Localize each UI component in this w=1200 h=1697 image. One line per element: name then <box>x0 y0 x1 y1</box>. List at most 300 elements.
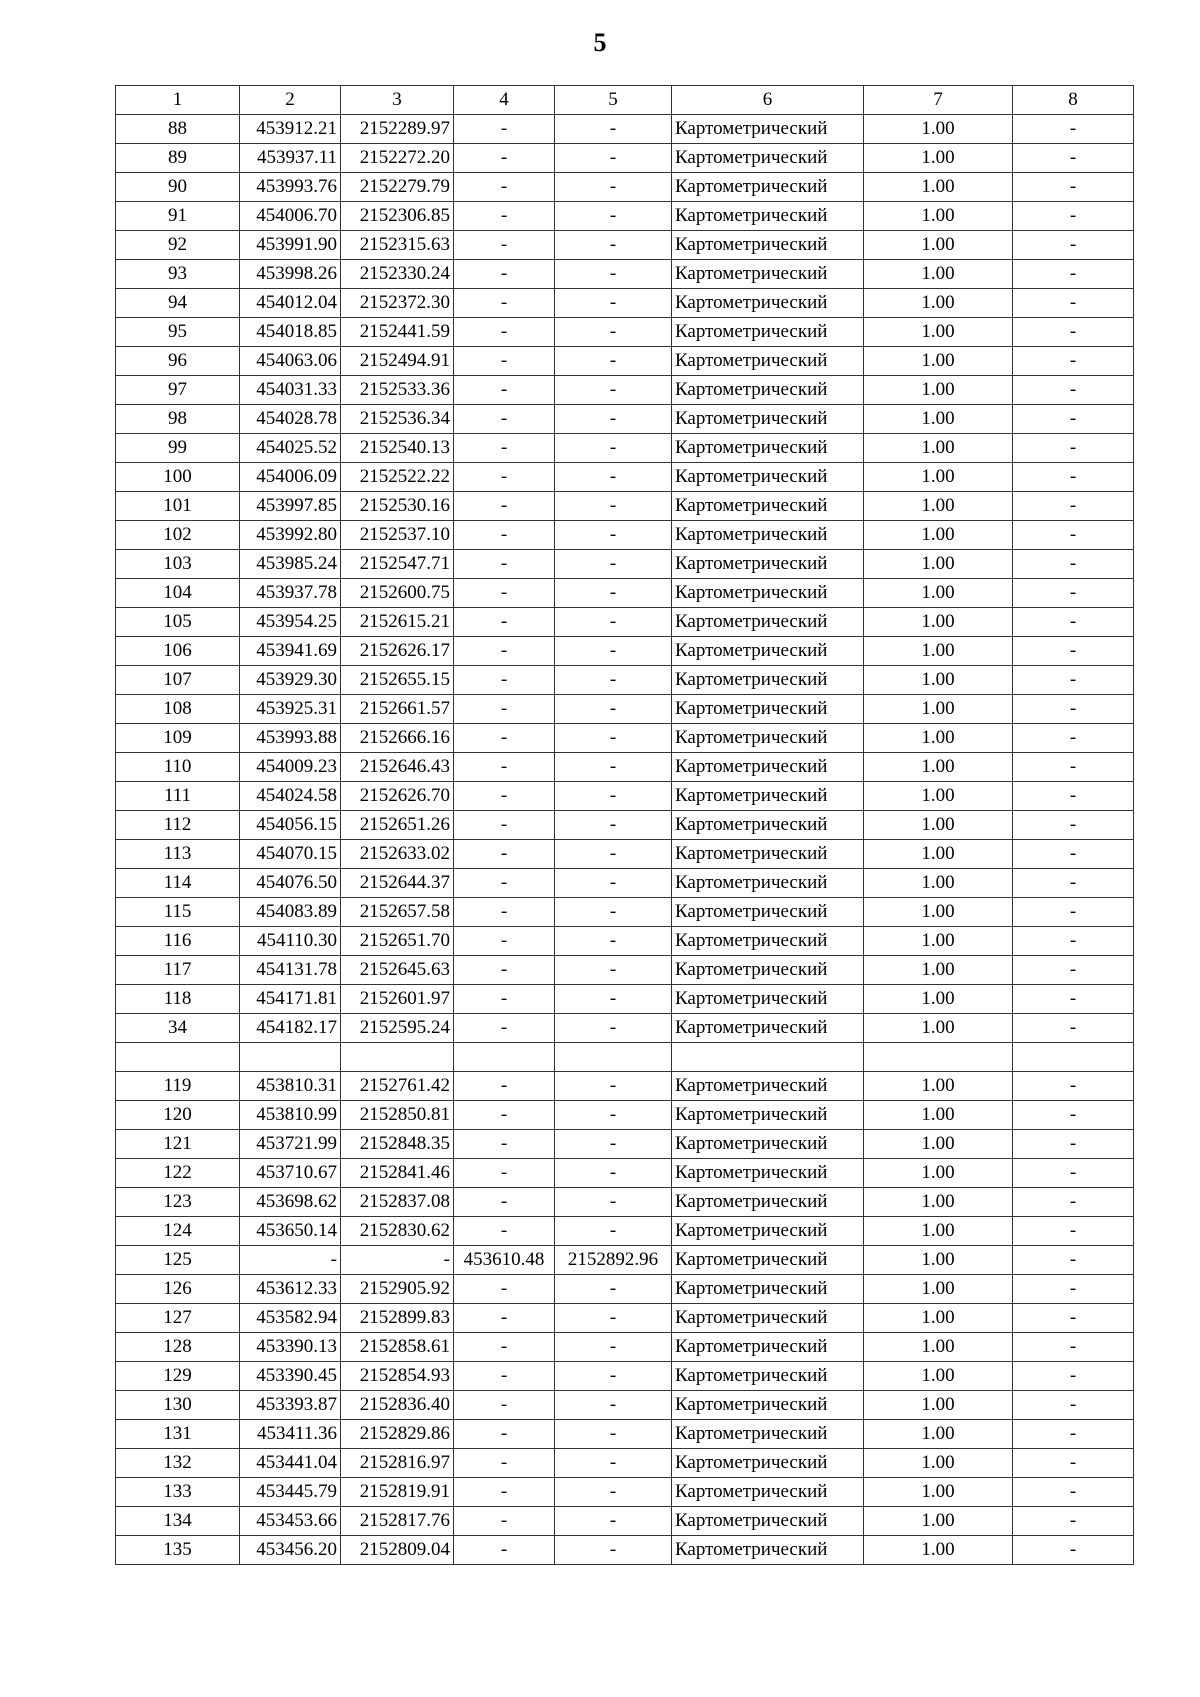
x-old-cell: - <box>454 1072 555 1101</box>
y-old-cell: - <box>555 782 672 811</box>
description-cell: - <box>1013 144 1134 173</box>
y-old-cell: - <box>555 956 672 985</box>
point-number-cell: 112 <box>116 811 240 840</box>
y-coordinate-cell: 2152854.93 <box>341 1362 454 1391</box>
description-cell: - <box>1013 1420 1134 1449</box>
accuracy-cell: 1.00 <box>864 1072 1013 1101</box>
x-old-cell: - <box>454 115 555 144</box>
description-cell: - <box>1013 782 1134 811</box>
point-number-cell: 128 <box>116 1333 240 1362</box>
y-old-cell: - <box>555 289 672 318</box>
method-cell: Картометрический <box>672 318 864 347</box>
method-cell: Картометрический <box>672 1275 864 1304</box>
point-number-cell: 34 <box>116 1014 240 1043</box>
description-cell: - <box>1013 318 1134 347</box>
method-cell: Картометрический <box>672 1449 864 1478</box>
table-row <box>116 1043 1134 1072</box>
x-coordinate-cell: 454028.78 <box>240 405 341 434</box>
x-coordinate-cell: 453445.79 <box>240 1478 341 1507</box>
table-row <box>116 811 1134 840</box>
method-cell: Картометрический <box>672 1130 864 1159</box>
y-coordinate-cell: 2152330.24 <box>341 260 454 289</box>
method-cell: Картометрический <box>672 1188 864 1217</box>
method-cell: Картометрический <box>672 173 864 202</box>
point-number-cell: 97 <box>116 376 240 405</box>
point-number-cell: 113 <box>116 840 240 869</box>
page-number: 5 <box>593 28 607 57</box>
method-cell: Картометрический <box>672 463 864 492</box>
table-row <box>116 289 1134 318</box>
x-old-cell: - <box>454 1536 555 1565</box>
method-cell: Картометрический <box>672 1101 864 1130</box>
description-cell: - <box>1013 666 1134 695</box>
y-old-cell: - <box>555 144 672 173</box>
x-old-cell: - <box>454 666 555 695</box>
description-cell: - <box>1013 434 1134 463</box>
accuracy-cell: 1.00 <box>864 463 1013 492</box>
description-cell: - <box>1013 1449 1134 1478</box>
point-number-cell: 99 <box>116 434 240 463</box>
point-number-cell: 110 <box>116 753 240 782</box>
x-coordinate-cell: 454070.15 <box>240 840 341 869</box>
y-coordinate-cell: 2152600.75 <box>341 579 454 608</box>
x-coordinate-cell: 454006.09 <box>240 463 341 492</box>
method-cell: Картометрический <box>672 753 864 782</box>
description-cell: - <box>1013 1188 1134 1217</box>
point-number-cell: 95 <box>116 318 240 347</box>
point-number-cell: 94 <box>116 289 240 318</box>
description-cell <box>1013 1043 1134 1072</box>
x-coordinate-cell: 453992.80 <box>240 521 341 550</box>
y-coordinate-cell: 2152905.92 <box>341 1275 454 1304</box>
x-old-cell: - <box>454 231 555 260</box>
accuracy-cell: 1.00 <box>864 1159 1013 1188</box>
method-cell: Картометрический <box>672 608 864 637</box>
accuracy-cell: 1.00 <box>864 840 1013 869</box>
y-old-cell: - <box>555 115 672 144</box>
x-coordinate-cell: 454006.70 <box>240 202 341 231</box>
description-cell: - <box>1013 1362 1134 1391</box>
description-cell: - <box>1013 376 1134 405</box>
y-coordinate-cell: 2152848.35 <box>341 1130 454 1159</box>
method-cell: Картометрический <box>672 782 864 811</box>
table-row <box>116 318 1134 347</box>
point-number-cell: 106 <box>116 637 240 666</box>
x-coordinate-cell: 453993.76 <box>240 173 341 202</box>
x-coordinate-cell: 454110.30 <box>240 927 341 956</box>
y-old-cell: - <box>555 376 672 405</box>
table-row <box>116 608 1134 637</box>
accuracy-cell: 1.00 <box>864 666 1013 695</box>
table-row <box>116 1072 1134 1101</box>
table-row <box>116 405 1134 434</box>
y-coordinate-cell: 2152841.46 <box>341 1159 454 1188</box>
x-old-cell: 453610.48 <box>454 1246 555 1275</box>
y-old-cell: - <box>555 260 672 289</box>
description-cell: - <box>1013 608 1134 637</box>
y-coordinate-cell: 2152626.17 <box>341 637 454 666</box>
x-old-cell: - <box>454 289 555 318</box>
x-coordinate-cell: 453912.21 <box>240 115 341 144</box>
y-old-cell: - <box>555 1333 672 1362</box>
point-number-cell: 133 <box>116 1478 240 1507</box>
table-row <box>116 144 1134 173</box>
point-number-cell: 91 <box>116 202 240 231</box>
point-number-cell: 124 <box>116 1217 240 1246</box>
x-coordinate-cell: 454031.33 <box>240 376 341 405</box>
description-cell: - <box>1013 260 1134 289</box>
x-old-cell: - <box>454 463 555 492</box>
x-coordinate-cell <box>240 1043 341 1072</box>
y-old-cell: - <box>555 318 672 347</box>
method-cell: Картометрический <box>672 202 864 231</box>
method-cell: Картометрический <box>672 347 864 376</box>
y-coordinate-cell: 2152522.22 <box>341 463 454 492</box>
x-coordinate-cell: 453997.85 <box>240 492 341 521</box>
description-cell: - <box>1013 753 1134 782</box>
x-old-cell: - <box>454 144 555 173</box>
description-cell: - <box>1013 1333 1134 1362</box>
x-old-cell: - <box>454 637 555 666</box>
table-row <box>116 782 1134 811</box>
method-cell: Картометрический <box>672 1536 864 1565</box>
accuracy-cell: 1.00 <box>864 1014 1013 1043</box>
point-number-cell: 131 <box>116 1420 240 1449</box>
y-coordinate-cell: 2152816.97 <box>341 1449 454 1478</box>
y-coordinate-cell: 2152666.16 <box>341 724 454 753</box>
x-old-cell: - <box>454 1188 555 1217</box>
point-number-cell: 114 <box>116 869 240 898</box>
point-number-cell: 135 <box>116 1536 240 1565</box>
x-old-cell: - <box>454 1101 555 1130</box>
table-row <box>116 1217 1134 1246</box>
accuracy-cell: 1.00 <box>864 115 1013 144</box>
description-cell: - <box>1013 1072 1134 1101</box>
x-old-cell: - <box>454 724 555 753</box>
accuracy-cell <box>864 1043 1013 1072</box>
x-old-cell: - <box>454 869 555 898</box>
y-old-cell: - <box>555 579 672 608</box>
method-cell: Картометрический <box>672 492 864 521</box>
x-old-cell: - <box>454 782 555 811</box>
x-coordinate-cell: 454131.78 <box>240 956 341 985</box>
table-row <box>116 956 1134 985</box>
method-cell: Картометрический <box>672 521 864 550</box>
description-cell: - <box>1013 1536 1134 1565</box>
method-cell: Картометрический <box>672 695 864 724</box>
method-cell: Картометрический <box>672 1072 864 1101</box>
point-number-cell: 116 <box>116 927 240 956</box>
point-number-cell: 117 <box>116 956 240 985</box>
description-cell: - <box>1013 1391 1134 1420</box>
y-old-cell: - <box>555 1391 672 1420</box>
accuracy-cell: 1.00 <box>864 260 1013 289</box>
description-cell: - <box>1013 1217 1134 1246</box>
column-header: 1 <box>116 86 240 115</box>
x-coordinate-cell: 453993.88 <box>240 724 341 753</box>
table-row <box>116 898 1134 927</box>
x-coordinate-cell: 453390.45 <box>240 1362 341 1391</box>
table-row <box>116 1362 1134 1391</box>
x-coordinate-cell: 453456.20 <box>240 1536 341 1565</box>
y-coordinate-cell: 2152530.16 <box>341 492 454 521</box>
method-cell: Картометрический <box>672 579 864 608</box>
y-coordinate-cell: 2152657.58 <box>341 898 454 927</box>
method-cell: Картометрический <box>672 231 864 260</box>
table-row <box>116 260 1134 289</box>
table-row <box>116 1333 1134 1362</box>
accuracy-cell: 1.00 <box>864 231 1013 260</box>
accuracy-cell: 1.00 <box>864 637 1013 666</box>
table-row <box>116 521 1134 550</box>
description-cell: - <box>1013 1159 1134 1188</box>
accuracy-cell: 1.00 <box>864 695 1013 724</box>
y-old-cell: - <box>555 1188 672 1217</box>
accuracy-cell: 1.00 <box>864 1333 1013 1362</box>
y-old-cell: - <box>555 463 672 492</box>
point-number-cell: 123 <box>116 1188 240 1217</box>
point-number-cell: 98 <box>116 405 240 434</box>
description-cell: - <box>1013 1014 1134 1043</box>
y-old-cell: - <box>555 173 672 202</box>
description-cell: - <box>1013 202 1134 231</box>
x-coordinate-cell: 453710.67 <box>240 1159 341 1188</box>
point-number-cell: 125 <box>116 1246 240 1275</box>
description-cell: - <box>1013 1246 1134 1275</box>
y-coordinate-cell: 2152547.71 <box>341 550 454 579</box>
point-number-cell: 126 <box>116 1275 240 1304</box>
y-coordinate-cell: 2152661.57 <box>341 695 454 724</box>
y-old-cell: - <box>555 347 672 376</box>
x-coordinate-cell: 454025.52 <box>240 434 341 463</box>
accuracy-cell: 1.00 <box>864 1449 1013 1478</box>
table-row <box>116 1420 1134 1449</box>
method-cell: Картометрический <box>672 1304 864 1333</box>
description-cell: - <box>1013 231 1134 260</box>
point-number-cell: 129 <box>116 1362 240 1391</box>
y-old-cell: - <box>555 1420 672 1449</box>
column-header: 5 <box>555 86 672 115</box>
accuracy-cell: 1.00 <box>864 811 1013 840</box>
point-number-cell: 115 <box>116 898 240 927</box>
x-old-cell: - <box>454 347 555 376</box>
y-old-cell: - <box>555 1304 672 1333</box>
accuracy-cell: 1.00 <box>864 1130 1013 1159</box>
table-row <box>116 1449 1134 1478</box>
y-coordinate-cell: 2152595.24 <box>341 1014 454 1043</box>
point-number-cell: 89 <box>116 144 240 173</box>
table-row <box>116 869 1134 898</box>
y-coordinate-cell: 2152315.63 <box>341 231 454 260</box>
x-old-cell <box>454 1043 555 1072</box>
y-coordinate-cell: 2152819.91 <box>341 1478 454 1507</box>
x-old-cell: - <box>454 1333 555 1362</box>
y-old-cell: - <box>555 840 672 869</box>
column-header: 4 <box>454 86 555 115</box>
x-coordinate-cell: 453925.31 <box>240 695 341 724</box>
x-coordinate-cell: 453393.87 <box>240 1391 341 1420</box>
point-number-cell: 96 <box>116 347 240 376</box>
description-cell: - <box>1013 1507 1134 1536</box>
y-old-cell: - <box>555 898 672 927</box>
x-old-cell: - <box>454 376 555 405</box>
y-coordinate-cell: 2152372.30 <box>341 289 454 318</box>
accuracy-cell: 1.00 <box>864 1507 1013 1536</box>
table-row <box>116 1478 1134 1507</box>
accuracy-cell: 1.00 <box>864 1101 1013 1130</box>
x-coordinate-cell: 453698.62 <box>240 1188 341 1217</box>
method-cell: Картометрический <box>672 144 864 173</box>
y-old-cell: - <box>555 202 672 231</box>
method-cell: Картометрический <box>672 434 864 463</box>
x-coordinate-cell: 453954.25 <box>240 608 341 637</box>
y-old-cell: - <box>555 666 672 695</box>
point-number-cell: 103 <box>116 550 240 579</box>
y-old-cell: - <box>555 1217 672 1246</box>
point-number-cell: 93 <box>116 260 240 289</box>
table-row <box>116 202 1134 231</box>
y-old-cell: - <box>555 1507 672 1536</box>
accuracy-cell: 1.00 <box>864 289 1013 318</box>
accuracy-cell: 1.00 <box>864 550 1013 579</box>
point-number-cell: 109 <box>116 724 240 753</box>
accuracy-cell: 1.00 <box>864 927 1013 956</box>
y-old-cell: - <box>555 869 672 898</box>
y-coordinate-cell: 2152601.97 <box>341 985 454 1014</box>
x-old-cell: - <box>454 202 555 231</box>
x-coordinate-cell: 454076.50 <box>240 869 341 898</box>
x-coordinate-cell: 453810.31 <box>240 1072 341 1101</box>
x-old-cell: - <box>454 695 555 724</box>
y-old-cell: - <box>555 724 672 753</box>
y-old-cell: - <box>555 927 672 956</box>
method-cell: Картометрический <box>672 1420 864 1449</box>
accuracy-cell: 1.00 <box>864 956 1013 985</box>
accuracy-cell: 1.00 <box>864 1478 1013 1507</box>
point-number-cell: 90 <box>116 173 240 202</box>
description-cell: - <box>1013 289 1134 318</box>
table-row <box>116 840 1134 869</box>
y-old-cell: - <box>555 1014 672 1043</box>
table-row <box>116 1014 1134 1043</box>
description-cell: - <box>1013 463 1134 492</box>
table-row <box>116 666 1134 695</box>
x-coordinate-cell: 453937.78 <box>240 579 341 608</box>
y-old-cell: 2152892.96 <box>555 1246 672 1275</box>
description-cell: - <box>1013 579 1134 608</box>
method-cell: Картометрический <box>672 869 864 898</box>
y-old-cell: - <box>555 985 672 1014</box>
point-number-cell: 130 <box>116 1391 240 1420</box>
accuracy-cell: 1.00 <box>864 521 1013 550</box>
table-row <box>116 985 1134 1014</box>
point-number-cell: 104 <box>116 579 240 608</box>
accuracy-cell: 1.00 <box>864 579 1013 608</box>
description-cell: - <box>1013 869 1134 898</box>
x-coordinate-cell: 453937.11 <box>240 144 341 173</box>
x-old-cell: - <box>454 318 555 347</box>
accuracy-cell: 1.00 <box>864 492 1013 521</box>
y-old-cell: - <box>555 753 672 782</box>
method-cell: Картометрический <box>672 1362 864 1391</box>
x-coordinate-cell: 453929.30 <box>240 666 341 695</box>
y-old-cell <box>555 1043 672 1072</box>
y-coordinate-cell: 2152817.76 <box>341 1507 454 1536</box>
y-old-cell: - <box>555 637 672 666</box>
x-coordinate-cell: 453411.36 <box>240 1420 341 1449</box>
x-coordinate-cell: 453582.94 <box>240 1304 341 1333</box>
table-row <box>116 434 1134 463</box>
y-coordinate-cell: 2152899.83 <box>341 1304 454 1333</box>
accuracy-cell: 1.00 <box>864 144 1013 173</box>
description-cell: - <box>1013 550 1134 579</box>
description-cell: - <box>1013 985 1134 1014</box>
y-coordinate-cell: 2152858.61 <box>341 1333 454 1362</box>
description-cell: - <box>1013 637 1134 666</box>
accuracy-cell: 1.00 <box>864 434 1013 463</box>
point-number-cell: 120 <box>116 1101 240 1130</box>
method-cell <box>672 1043 864 1072</box>
y-old-cell: - <box>555 1101 672 1130</box>
table-row <box>116 1246 1134 1275</box>
description-cell: - <box>1013 173 1134 202</box>
method-cell: Картометрический <box>672 1246 864 1275</box>
x-old-cell: - <box>454 1304 555 1333</box>
x-coordinate-cell: 454083.89 <box>240 898 341 927</box>
x-coordinate-cell: 454024.58 <box>240 782 341 811</box>
point-number-cell: 111 <box>116 782 240 811</box>
method-cell: Картометрический <box>672 1507 864 1536</box>
description-cell: - <box>1013 405 1134 434</box>
point-number-cell: 108 <box>116 695 240 724</box>
y-old-cell: - <box>555 1478 672 1507</box>
x-coordinate-cell: - <box>240 1246 341 1275</box>
point-number-cell: 105 <box>116 608 240 637</box>
point-number-cell: 100 <box>116 463 240 492</box>
point-number-cell: 102 <box>116 521 240 550</box>
method-cell: Картометрический <box>672 898 864 927</box>
x-coordinate-cell: 454009.23 <box>240 753 341 782</box>
x-coordinate-cell: 453650.14 <box>240 1217 341 1246</box>
y-old-cell: - <box>555 550 672 579</box>
table-row <box>116 492 1134 521</box>
y-coordinate-cell: 2152615.21 <box>341 608 454 637</box>
table-row <box>116 347 1134 376</box>
x-coordinate-cell: 453985.24 <box>240 550 341 579</box>
coordinates-table <box>115 85 1134 1565</box>
method-cell: Картометрический <box>672 1478 864 1507</box>
accuracy-cell: 1.00 <box>864 173 1013 202</box>
y-coordinate-cell <box>341 1043 454 1072</box>
table-row <box>116 1536 1134 1565</box>
x-old-cell: - <box>454 1014 555 1043</box>
description-cell: - <box>1013 695 1134 724</box>
description-cell: - <box>1013 1101 1134 1130</box>
y-old-cell: - <box>555 608 672 637</box>
table-row <box>116 376 1134 405</box>
y-coordinate-cell: 2152761.42 <box>341 1072 454 1101</box>
y-coordinate-cell: 2152540.13 <box>341 434 454 463</box>
table-row <box>116 579 1134 608</box>
point-number-cell <box>116 1043 240 1072</box>
y-old-cell: - <box>555 811 672 840</box>
x-coordinate-cell: 454171.81 <box>240 985 341 1014</box>
accuracy-cell: 1.00 <box>864 202 1013 231</box>
y-coordinate-cell: 2152836.40 <box>341 1391 454 1420</box>
table-row <box>116 115 1134 144</box>
y-old-cell: - <box>555 1362 672 1391</box>
y-coordinate-cell: 2152306.85 <box>341 202 454 231</box>
